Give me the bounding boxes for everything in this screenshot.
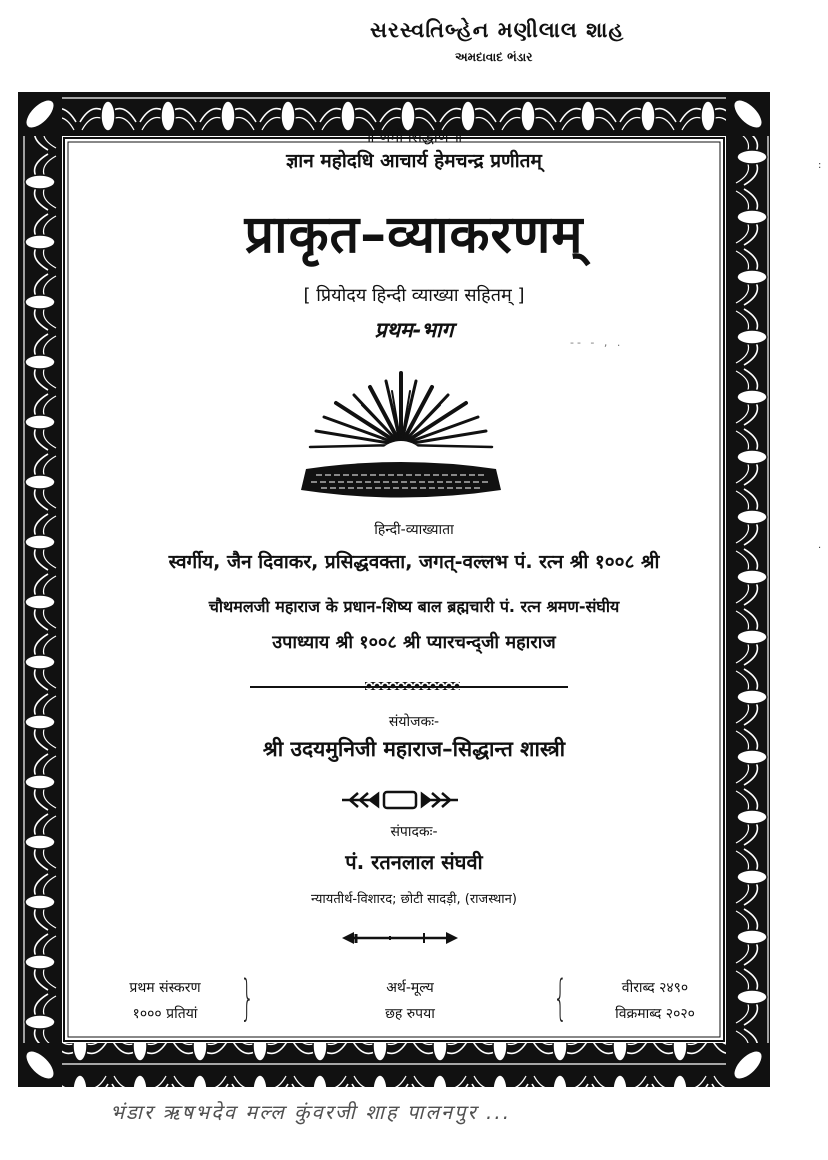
brace-right: } <box>240 970 255 1026</box>
owner-stamp-name: સરસ્વતિબ્હેન મણીલાલ શાહ <box>370 18 625 42</box>
vira-samvat: वीराब्द २४९० <box>621 980 689 996</box>
leaf-ornament-icon <box>340 789 460 815</box>
editor-label: संपादकः- <box>390 824 438 840</box>
vikram-samvat: विक्रमाब्द २०२० <box>615 1006 695 1022</box>
volume-label: प्रथम-भाग <box>374 318 454 342</box>
edition-info <box>100 975 230 1027</box>
brace-left: { <box>553 970 568 1026</box>
edition-label: प्रथम संस्करण <box>129 980 201 996</box>
date-info <box>580 975 730 1027</box>
book-subtitle: [ प्रियोदय हिन्दी व्याख्या सहितम् ] <box>303 285 525 306</box>
owner-stamp-place: અમદાવાદ ભંડાર <box>455 50 533 64</box>
edge-mark: . <box>818 540 822 551</box>
price-label: अर्थ-मूल्य <box>386 980 434 996</box>
arrow-ornament-icon <box>340 930 460 950</box>
divider-ornament-icon <box>365 682 460 690</box>
invocation: ॥ णमो सिद्धाणं ॥ <box>365 128 463 146</box>
edge-mark: : <box>818 160 822 171</box>
handwritten-note: भंडार ऋषभदेव मल्ल कुंवरजी शाह पालनपुर ... <box>110 1100 512 1124</box>
price-info <box>330 975 490 1027</box>
commentator-line-2: चौथमलजी महाराज के प्रधान-शिष्य बाल ब्रह्मचारी पं. रत्न श्रमण-संघीय <box>208 597 620 616</box>
rising-sun-icon <box>296 365 506 504</box>
author-attribution: ज्ञान महोदधि आचार्य हेमचन्द्र प्रणीतम् <box>286 150 542 172</box>
commentator-line-1: स्वर्गीय, जैन दिवाकर, प्रसिद्धवक्ता, जगत्-वल्लभ पं. रत्न श्री १००८ श्री <box>168 551 660 573</box>
editor-credentials: न्यायतीर्थ-विशारद; छोटी सादड़ी, (राजस्थान) <box>311 892 517 907</box>
commentator-label: हिन्दी-व्याख्याता <box>374 522 454 538</box>
compiler-label: संयोजकः- <box>388 714 440 730</box>
pencil-mark: -- - , . <box>570 336 624 349</box>
compiler-name: श्री उदयमुनिजी महाराज–सिद्धान्त शास्त्री <box>262 737 566 761</box>
book-title: प्राकृत–व्याकरणम् <box>244 205 584 265</box>
price-value: छह रुपया <box>385 1006 435 1022</box>
commentator-line-3: उपाध्याय श्री १००८ श्री प्यारचन्द्जी महाराज <box>272 632 556 653</box>
copies-count: १००० प्रतियां <box>132 1006 198 1022</box>
editor-name: पं. रतनलाल संघवी <box>345 850 483 874</box>
